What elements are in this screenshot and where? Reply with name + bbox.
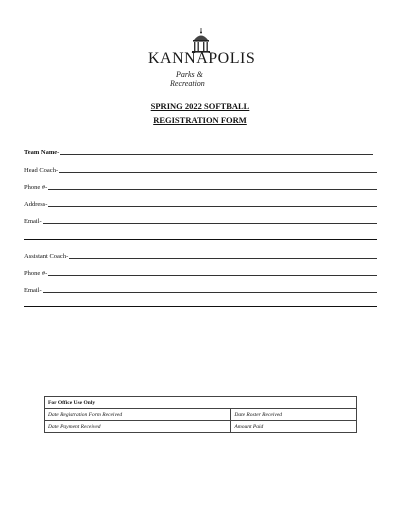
address-field[interactable] [24,198,377,208]
assistant-coach-phone-line[interactable] [48,275,377,276]
head-coach-phone-line[interactable] [48,189,377,190]
head-coach-label: Head Coach- [24,167,59,174]
assistant-coach-phone-label: Phone #- [24,270,48,277]
assistant-coach-line[interactable] [69,258,377,259]
section-divider-bottom [24,306,377,307]
head-coach-phone-label: Phone #- [24,184,48,191]
assistant-coach-email-field[interactable] [24,284,377,294]
kannapolis-logo [148,28,256,90]
assistant-coach-label: Assistant Coach- [24,253,69,260]
team-name-line[interactable] [60,154,373,155]
form-title-season: SPRING 2022 SOFTBALL [150,101,250,111]
date-roster-cell: Date Roster Received [231,409,357,421]
amount-paid-cell: Amount Paid [231,421,357,433]
office-use-table [44,396,357,433]
address-label: Address- [24,201,48,208]
head-coach-line[interactable] [59,172,377,173]
office-use-row [45,409,357,421]
date-registration-cell: Date Registration Form Received [45,409,231,421]
assistant-coach-field[interactable] [24,250,377,260]
assistant-coach-email-line[interactable] [43,292,377,293]
head-coach-email-label: Email- [24,218,42,225]
office-use-header-row [45,397,357,409]
team-name-field[interactable] [24,146,373,156]
assistant-coach-phone-field[interactable] [24,267,377,277]
head-coach-email-field[interactable] [24,215,377,225]
section-divider-top [24,239,377,240]
office-use-header: For Office Use Only [45,397,357,409]
head-coach-email-line[interactable] [43,223,377,224]
address-line[interactable] [48,206,377,207]
date-payment-cell: Date Payment Received [45,421,231,433]
head-coach-phone-field[interactable] [24,181,377,191]
team-name-label: Team Name- [24,149,60,156]
head-coach-field[interactable] [24,164,377,174]
form-title-registration: REGISTRATION FORM [153,115,247,125]
logo-subtitle-parks: Parks & [176,70,203,79]
logo-subtitle-recreation: Recreation [170,79,205,88]
office-use-row [45,421,357,433]
assistant-coach-email-label: Email- [24,287,42,294]
logo-wordmark: KANNAPOLIS [148,50,256,67]
